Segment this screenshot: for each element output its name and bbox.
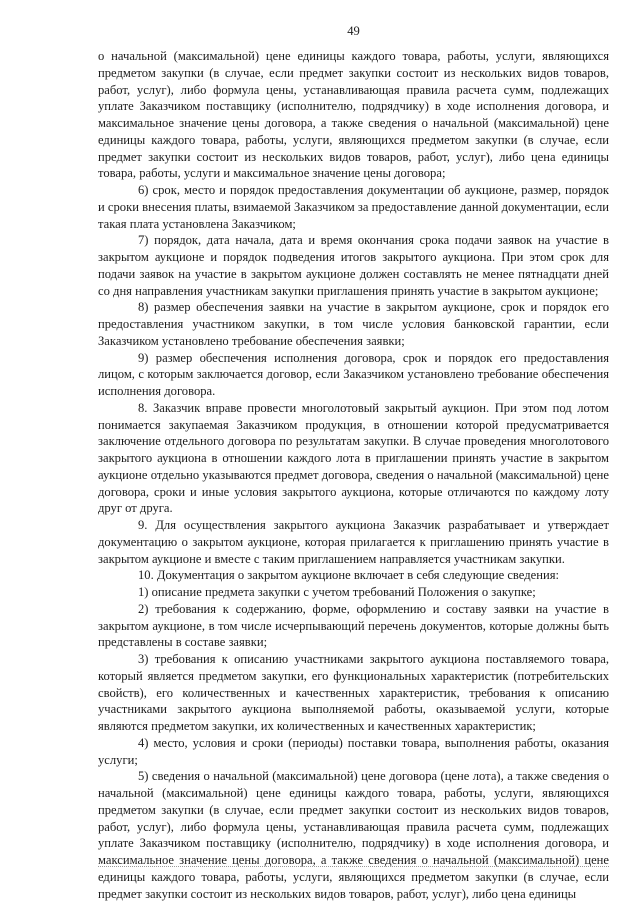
paragraph-section-10-item-1: 1) описание предмета закупки с учетом требований Положения о закупке;: [138, 585, 536, 599]
paragraph-section-10-item-5: 5) сведения о начальной (максимальной) цене договора (цене лота), а также сведения о начальной (максимальной) цене единицы каждого товара, работы, услуги, являющихся предметом закупки (в случае, если предмет закупки состоит из нескольких видов товаров, работ, услуг), либо формула цены, устанавливающая правила расчета сумм, подлежащих уплате Заказчиком поставщику (исполнителю, подрядчику) в ходе исполнения договора, и максимальное значение цены договора, а также сведения о начальной (максимальной) цене единицы каждого товара, работы, услуги, являющихся предметом закупки (в случае, если предмет закупки состоит из нескольких видов товаров, работ, услуг), либо цена единицы: [98, 769, 609, 901]
paragraph-section-10: 10. Документация о закрытом аукционе включает в себя следующие сведения:: [138, 568, 559, 583]
paragraph-continuation: о начальной (максимальной) цене единицы каждого товара, работы, услуги, являющихся предметом закупки (в случае, если предмет закупки состоит из нескольких видов товаров, работ, услуг), либо формула цены, устанавливающая правила расчета сумм, подлежащих уплате Заказчиком поставщику (исполнителю, подрядчику) в ходе исполнения договора, и максимальное значение цены договора, а также сведения о начальной (максимальной) цене единицы каждого товара, работы, услуги, являющихся предметом закупки (в случае, если предмет закупки состоит из нескольких видов товаров, работ, услуг), либо цена единицы товара, работы, услуги и максимальное значение цены договора;: [98, 49, 609, 181]
paragraph-section-9: 9. Для осуществления закрытого аукциона Заказчик разрабатывает и утверждает документацию о закрытом аукционе, которая прилагается к приглашению принять участие в закрытом аукционе и вместе с таким приглашением направляется участникам закупки.: [98, 518, 609, 566]
paragraph-section-10-item-3: 3) требования к описанию участниками закрытого аукциона поставляемого товара, который является предметом закупки, его функциональных характеристик (потребительских свойств), его количественных и качественных характеристик, требования к описанию участниками закрытого аукциона выполняемой работы, оказываемой услуги, которые являются предметом закупки, их количественных и качественных характеристик;: [98, 652, 609, 733]
paragraph-item-9: 9) размер обеспечения исполнения договора, срок и порядок его предоставления лицом, с которым заключается договор, если Заказчиком установлено требование обеспечения исполнения договора.: [98, 350, 609, 398]
page-number: 49: [347, 24, 360, 38]
document-body: [98, 48, 609, 902]
paragraph-item-8: 8) размер обеспечения заявки на участие в закрытом аукционе, срок и порядок его предоставления участником закупки, в том числе условия банковской гарантии, если Заказчиком установлено требование обеспечения заявки;: [98, 300, 609, 348]
paragraph-item-7: 7) порядок, дата начала, дата и время окончания срока подачи заявок на участие в закрытом аукционе и порядок подведения итогов закрытого аукциона. При этом срок для подачи заявок на участие в закрытом аукционе должен составлять не менее пятнадцати дней со дня направления участникам закупки приглашения принять участие в закрытом аукционе;: [98, 233, 609, 298]
paragraph-section-10-item-2: 2) требования к содержанию, форме, оформлению и составу заявки на участие в закрытом аукционе, в том числе исчерпывающий перечень документов, которые должны быть представлены в составе заявки;: [98, 601, 609, 650]
paragraph-section-10-item-4: 4) место, условия и сроки (периоды) поставки товара, выполнения работы, оказания услуги;: [98, 735, 609, 767]
bottom-divider: [98, 866, 609, 867]
paragraph-section-8: 8. Заказчик вправе провести многолотовый закрытый аукцион. При этом под лотом понимается закупаемая Заказчиком продукция, в отношении которой предусматривается заключение отдельного договора по результатам закупки. В случае проведения многолотового закрытого аукциона в отношении каждого лота в приглашении принять участие в закрытом аукционе отдельно указываются предмет договора, сведения о начальной (максимальной) цене договора, сроки и иные условия закрытого аукциона, которые отличаются по каждому лоту друг от друга.: [98, 400, 609, 516]
paragraph-item-6: 6) срок, место и порядок предоставления документации об аукционе, размер, порядок и сроки внесения платы, взимаемой Заказчиком за предоставление данной документации, если такая плата установлена Заказчиком;: [98, 183, 609, 231]
